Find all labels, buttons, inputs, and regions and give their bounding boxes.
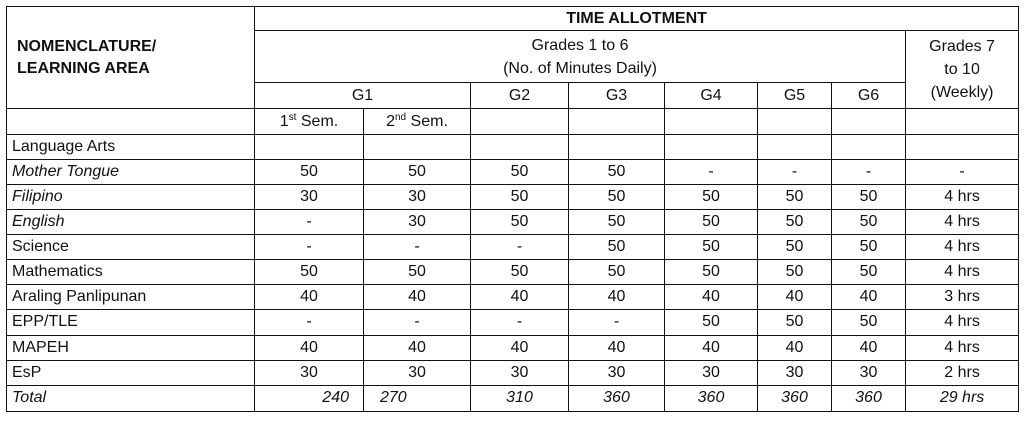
- table-row: [7, 285, 1019, 310]
- total-value: 270: [364, 385, 471, 411]
- time-value-cell: 4 hrs: [906, 184, 1019, 209]
- time-value-cell: 2 hrs: [906, 360, 1019, 385]
- table-row: [7, 184, 1019, 209]
- time-value-cell: [665, 134, 758, 159]
- table-body: [7, 134, 1019, 385]
- time-value-cell: -: [569, 310, 665, 335]
- time-value-cell: 50: [832, 310, 906, 335]
- time-value-cell: [364, 134, 471, 159]
- table-row: [7, 360, 1019, 385]
- time-value-cell: 50: [665, 310, 758, 335]
- time-value-cell: 50: [758, 260, 832, 285]
- time-value-cell: -: [255, 235, 364, 260]
- time-value-cell: 50: [569, 184, 665, 209]
- time-value-cell: 4 hrs: [906, 260, 1019, 285]
- time-value-cell: 30: [665, 360, 758, 385]
- time-value-cell: 40: [832, 285, 906, 310]
- time-value-cell: 40: [758, 335, 832, 360]
- grades-1-6-header: Grades 1 to 6 (No. of Minutes Daily): [255, 31, 906, 83]
- time-allotment-header: TIME ALLOTMENT: [255, 7, 1019, 31]
- time-value-cell: 50: [665, 184, 758, 209]
- time-value-cell: [471, 134, 569, 159]
- time-value-cell: -: [665, 159, 758, 184]
- empty-cell: [569, 109, 665, 134]
- time-value-cell: 50: [569, 260, 665, 285]
- empty-cell: [665, 109, 758, 134]
- time-value-cell: 40: [832, 335, 906, 360]
- time-value-cell: 30: [569, 360, 665, 385]
- semester-2-header: 2nd Sem.: [364, 109, 471, 134]
- time-value-cell: 50: [758, 310, 832, 335]
- empty-cell: [906, 109, 1019, 134]
- total-value: 360: [569, 385, 665, 411]
- time-value-cell: 50: [665, 235, 758, 260]
- time-value-cell: 50: [471, 159, 569, 184]
- time-value-cell: 40: [569, 285, 665, 310]
- learning-area-label: EPP/TLE: [7, 310, 255, 335]
- time-value-cell: 50: [569, 159, 665, 184]
- time-value-cell: 50: [832, 260, 906, 285]
- table-row: [7, 159, 1019, 184]
- time-value-cell: 40: [665, 285, 758, 310]
- time-value-cell: -: [255, 310, 364, 335]
- table-row: [7, 209, 1019, 234]
- total-value: 29 hrs: [906, 385, 1019, 411]
- time-value-cell: 50: [758, 235, 832, 260]
- grades-7-10-header: Grades 7 to 10 (Weekly): [906, 31, 1019, 109]
- grade-header-g3: G3: [569, 83, 665, 109]
- time-value-cell: 30: [758, 360, 832, 385]
- time-value-cell: 40: [364, 285, 471, 310]
- time-value-cell: 30: [255, 184, 364, 209]
- time-value-cell: -: [471, 310, 569, 335]
- table-row: [7, 260, 1019, 285]
- time-value-cell: 40: [665, 335, 758, 360]
- learning-area-label: Science: [7, 235, 255, 260]
- time-value-cell: 4 hrs: [906, 335, 1019, 360]
- time-value-cell: 50: [569, 209, 665, 234]
- empty-cell: [832, 109, 906, 134]
- total-value: 310: [471, 385, 569, 411]
- time-value-cell: 40: [364, 335, 471, 360]
- empty-cell: [758, 109, 832, 134]
- grade-header-g6: G6: [832, 83, 906, 109]
- time-value-cell: 50: [471, 209, 569, 234]
- learning-area-label: Filipino: [7, 184, 255, 209]
- time-value-cell: [906, 134, 1019, 159]
- time-value-cell: -: [471, 235, 569, 260]
- time-value-cell: 50: [471, 184, 569, 209]
- learning-area-label: Araling Panlipunan: [7, 285, 255, 310]
- learning-area-label: Language Arts: [7, 134, 255, 159]
- learning-area-label: MAPEH: [7, 335, 255, 360]
- time-allotment-table: [6, 6, 1019, 412]
- learning-area-label: Mathematics: [7, 260, 255, 285]
- time-value-cell: 50: [364, 159, 471, 184]
- table-row: [7, 134, 1019, 159]
- learning-area-label: English: [7, 209, 255, 234]
- total-value: 240: [255, 385, 364, 411]
- time-value-cell: -: [758, 159, 832, 184]
- time-value-cell: -: [255, 209, 364, 234]
- time-value-cell: 50: [255, 260, 364, 285]
- time-value-cell: 50: [569, 235, 665, 260]
- time-value-cell: [569, 134, 665, 159]
- time-value-cell: 40: [471, 335, 569, 360]
- time-value-cell: -: [832, 159, 906, 184]
- time-value-cell: 30: [364, 360, 471, 385]
- time-value-cell: -: [906, 159, 1019, 184]
- time-value-cell: -: [364, 310, 471, 335]
- total-value: 360: [665, 385, 758, 411]
- time-value-cell: 50: [364, 260, 471, 285]
- table-row: [7, 235, 1019, 260]
- time-value-cell: [758, 134, 832, 159]
- total-label: Total: [7, 385, 255, 411]
- time-value-cell: 30: [471, 360, 569, 385]
- learning-area-label: EsP: [7, 360, 255, 385]
- time-value-cell: 3 hrs: [906, 285, 1019, 310]
- time-value-cell: 50: [832, 184, 906, 209]
- semester-1-header: 1st Sem.: [255, 109, 364, 134]
- total-row: [7, 385, 1019, 411]
- time-value-cell: 50: [665, 209, 758, 234]
- grade-header-g4: G4: [665, 83, 758, 109]
- time-value-cell: 50: [471, 260, 569, 285]
- empty-cell: [471, 109, 569, 134]
- time-value-cell: 40: [758, 285, 832, 310]
- time-value-cell: 50: [832, 209, 906, 234]
- time-value-cell: 4 hrs: [906, 310, 1019, 335]
- time-value-cell: 30: [364, 209, 471, 234]
- time-value-cell: 30: [255, 360, 364, 385]
- time-value-cell: 40: [255, 335, 364, 360]
- time-value-cell: 4 hrs: [906, 209, 1019, 234]
- time-value-cell: -: [364, 235, 471, 260]
- time-value-cell: 30: [364, 184, 471, 209]
- time-value-cell: 50: [255, 159, 364, 184]
- table-row: [7, 335, 1019, 360]
- time-value-cell: 50: [758, 184, 832, 209]
- empty-cell: [7, 109, 255, 134]
- time-value-cell: 40: [471, 285, 569, 310]
- time-value-cell: 4 hrs: [906, 235, 1019, 260]
- grade-header-g1: G1: [255, 83, 471, 109]
- time-value-cell: 40: [569, 335, 665, 360]
- table-row: [7, 310, 1019, 335]
- time-value-cell: 40: [255, 285, 364, 310]
- time-value-cell: 50: [665, 260, 758, 285]
- nomenclature-header: NOMENCLATURE/ LEARNING AREA: [7, 7, 255, 109]
- time-value-cell: 50: [758, 209, 832, 234]
- grade-header-g2: G2: [471, 83, 569, 109]
- time-value-cell: 30: [832, 360, 906, 385]
- total-value: 360: [832, 385, 906, 411]
- grade-header-g5: G5: [758, 83, 832, 109]
- time-value-cell: 50: [832, 235, 906, 260]
- time-value-cell: [255, 134, 364, 159]
- time-value-cell: [832, 134, 906, 159]
- learning-area-label: Mother Tongue: [7, 159, 255, 184]
- total-value: 360: [758, 385, 832, 411]
